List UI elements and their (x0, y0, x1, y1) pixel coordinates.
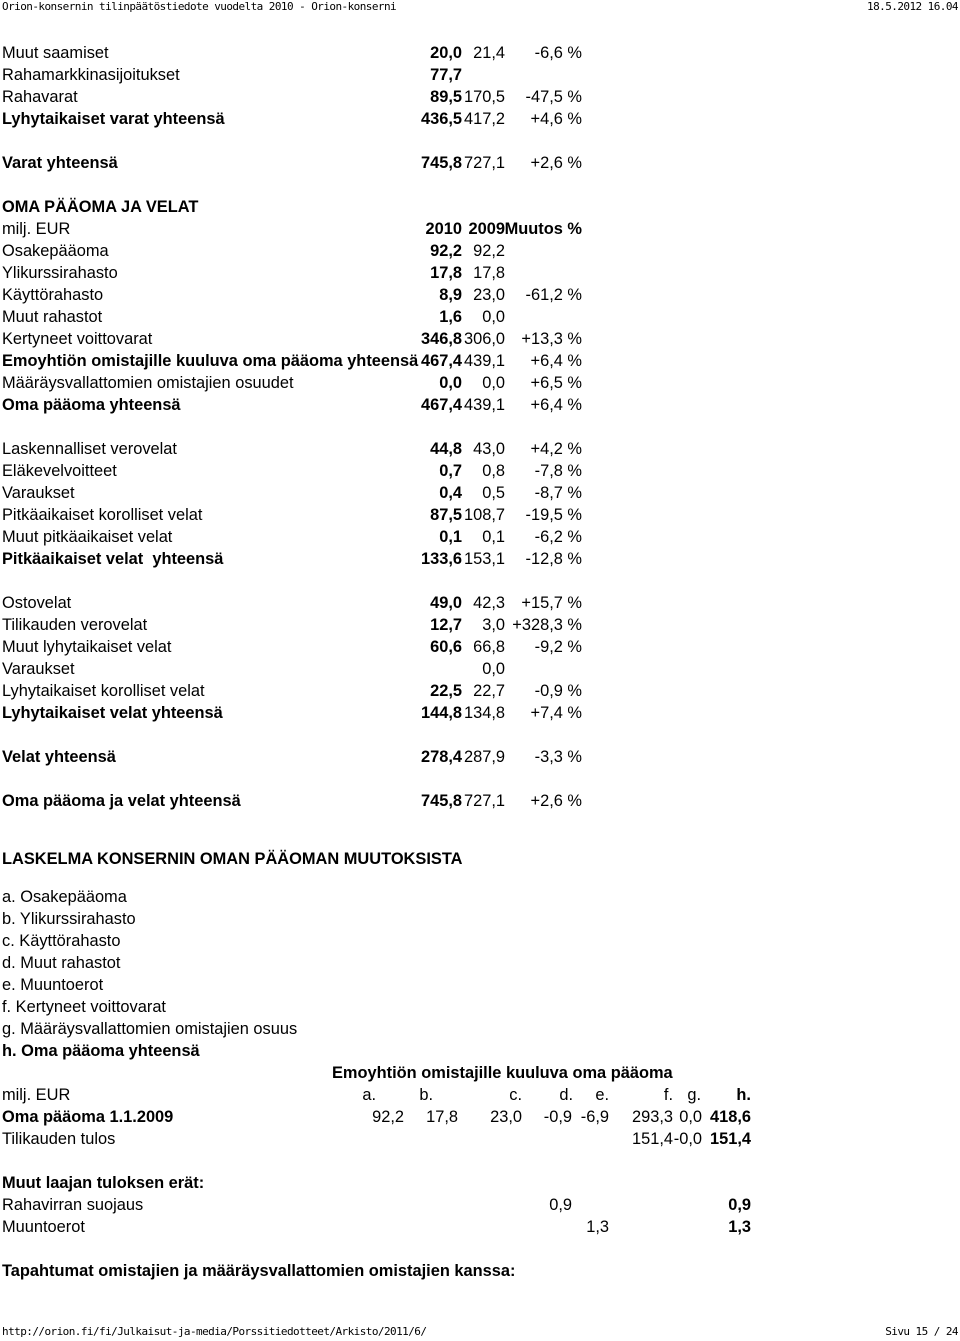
value-2010: 144,8 (420, 704, 462, 722)
value-2010: 49,0 (430, 594, 462, 612)
change-percent: +6,4 % (530, 396, 582, 414)
balance-group (0, 438, 960, 570)
value-2009: 170,5 (463, 88, 505, 106)
row-label: Muut lyhytaikaiset velat (2, 638, 172, 656)
other-comprehensive-heading-row (0, 1172, 960, 1194)
group-heading-row (0, 1062, 960, 1084)
legend-text: d. Muut rahastot (2, 954, 121, 972)
value-2010: 0,4 (439, 484, 462, 502)
row-label: Pitkäaikaiset korolliset velat (2, 506, 203, 524)
row-label: Käyttörahasto (2, 286, 104, 304)
legend-item (0, 1040, 960, 1062)
value-e: 1,3 (586, 1218, 609, 1236)
row-label: Varat yhteensä (2, 154, 118, 172)
transactions-heading: Tapahtumat omistajien ja määräysvallattomien omistajien kanssa: (2, 1262, 516, 1280)
legend-text: c. Käyttörahasto (2, 932, 121, 950)
value-2009: 92,2 (473, 242, 505, 260)
value-2009: 0,0 (482, 660, 505, 678)
value-2010: 92,2 (430, 242, 462, 260)
column-key-d: d. (559, 1086, 573, 1104)
column-key-f: f. (663, 1086, 673, 1104)
value-2009: 43,0 (473, 440, 505, 458)
total-row (0, 702, 960, 724)
period-result-row (0, 1128, 960, 1150)
value-a: 92,2 (372, 1108, 404, 1126)
table-row (0, 592, 960, 614)
row-label: Määräysvallattomien omistajien osuudet (2, 374, 294, 392)
value-2010: 0,7 (439, 462, 462, 480)
row-label: Rahavarat (2, 88, 78, 106)
balance-group (0, 42, 960, 130)
balance-sheet (0, 42, 960, 812)
row-label: Lyhytaikaiset korolliset velat (2, 682, 205, 700)
value-2009: 66,8 (473, 638, 505, 656)
balance-group (0, 592, 960, 724)
row-label: Kertyneet voittovarat (2, 330, 153, 348)
table-row (0, 262, 960, 284)
change-percent: -0,9 % (534, 682, 582, 700)
value-2010: 745,8 (420, 792, 462, 810)
table-row (0, 240, 960, 262)
balance-group (0, 790, 960, 812)
value-2010: 87,5 (430, 506, 462, 524)
table-row (0, 526, 960, 548)
legend-text: f. Kertyneet voittovarat (2, 998, 166, 1016)
value-2010: 0,0 (439, 374, 462, 392)
total-row (0, 790, 960, 812)
column-key-b: b. (419, 1086, 433, 1104)
value-2010: 89,5 (430, 88, 462, 106)
table-row (0, 460, 960, 482)
value-2009: 23,0 (473, 286, 505, 304)
value-2010: 77,7 (430, 66, 462, 84)
value-h: 418,6 (709, 1108, 751, 1126)
legend-text: g. Määräysvallattomien omistajien osuus (2, 1020, 298, 1038)
table-row (0, 482, 960, 504)
other-comprehensive-heading: Muut laajan tuloksen erät: (2, 1174, 205, 1192)
value-2009: 0,1 (482, 528, 505, 546)
column-key-g: g. (687, 1086, 701, 1104)
row-label: Muuntoerot (2, 1218, 85, 1236)
change-percent: -6,6 % (534, 44, 582, 62)
row-label: Varaukset (2, 484, 75, 502)
row-label: Oma pääoma yhteensä (2, 396, 181, 414)
table-row (0, 614, 960, 636)
value-h: 1,3 (728, 1218, 751, 1236)
row-label: Eläkevelvoitteet (2, 462, 117, 480)
footer-url: http://orion.fi/fi/Julkaisut-ja-media/Porssitiedotteet/Arkisto/2011/6/ (2, 1325, 427, 1338)
unit-label: milj. EUR (2, 1086, 71, 1104)
legend-text: e. Muuntoerot (2, 976, 104, 994)
table-row (0, 438, 960, 460)
total-row (0, 548, 960, 570)
column-header-row (0, 1084, 960, 1106)
row-label: Varaukset (2, 660, 75, 678)
value-d: -0,9 (543, 1108, 572, 1126)
value-g: 0,0 (679, 1108, 702, 1126)
transactions-heading-row (0, 1260, 960, 1282)
year-2010-header: 2010 (425, 220, 462, 238)
change-percent: -12,8 % (525, 550, 582, 568)
row-label: Lyhytaikaiset velat yhteensä (2, 704, 223, 722)
column-legend (0, 886, 960, 1062)
value-2010: 745,8 (420, 154, 462, 172)
table-row (0, 306, 960, 328)
change-percent: -8,7 % (534, 484, 582, 502)
value-g: -0,0 (673, 1130, 702, 1148)
value-2009: 42,3 (473, 594, 505, 612)
balance-group (0, 196, 960, 416)
section-heading: OMA PÄÄOMA JA VELAT (2, 198, 199, 216)
change-percent: -6,2 % (534, 528, 582, 546)
row-label: Oma pääoma 1.1.2009 (2, 1108, 174, 1126)
legend-item (0, 996, 960, 1018)
value-2009: 134,8 (463, 704, 505, 722)
value-2010: 8,9 (439, 286, 462, 304)
value-2009: 0,0 (482, 308, 505, 326)
value-2009: 108,7 (463, 506, 505, 524)
change-percent: -19,5 % (525, 506, 582, 524)
unit-label: milj. EUR (2, 220, 71, 238)
value-2009: 0,0 (482, 374, 505, 392)
value-2009: 22,7 (473, 682, 505, 700)
value-2009: 287,9 (463, 748, 505, 766)
balance-group (0, 152, 960, 174)
table-row (0, 372, 960, 394)
legend-text: h. Oma pääoma yhteensä (2, 1042, 200, 1060)
row-label: Pitkäaikaiset velat yhteensä (2, 550, 224, 568)
value-2010: 436,5 (420, 110, 462, 128)
value-2010: 0,1 (439, 528, 462, 546)
group-heading: Emoyhtiön omistajille kuuluva oma pääoma (332, 1064, 673, 1082)
legend-item (0, 1018, 960, 1040)
total-row (0, 350, 960, 372)
change-percent: +4,6 % (530, 110, 582, 128)
change-percent: -9,2 % (534, 638, 582, 656)
change-percent: -7,8 % (534, 462, 582, 480)
equity-changes-table (0, 1062, 960, 1282)
value-2009: 153,1 (463, 550, 505, 568)
equity-changes-title: LASKELMA KONSERNIN OMAN PÄÄOMAN MUUTOKSISTA (2, 850, 463, 868)
table-row (0, 1194, 960, 1216)
change-percent: +2,6 % (530, 792, 582, 810)
balance-group (0, 746, 960, 768)
row-label: Muut saamiset (2, 44, 109, 62)
value-2010: 22,5 (430, 682, 462, 700)
value-2010: 44,8 (430, 440, 462, 458)
row-label: Rahavirran suojaus (2, 1196, 144, 1214)
row-label: Laskennalliset verovelat (2, 440, 177, 458)
row-label: Tilikauden tulos (2, 1130, 116, 1148)
change-percent: +13,3 % (521, 330, 582, 348)
table-row (0, 64, 960, 86)
value-2009: 3,0 (482, 616, 505, 634)
change-percent: +2,6 % (530, 154, 582, 172)
change-percent: +6,4 % (530, 352, 582, 370)
value-2010: 12,7 (430, 616, 462, 634)
row-label: Ostovelat (2, 594, 72, 612)
table-row (0, 1216, 960, 1238)
table-row (0, 658, 960, 680)
change-percent: -61,2 % (525, 286, 582, 304)
change-percent: +7,4 % (530, 704, 582, 722)
value-2010: 133,6 (420, 550, 462, 568)
value-2009: 17,8 (473, 264, 505, 282)
change-percent: +6,5 % (530, 374, 582, 392)
table-row (0, 284, 960, 306)
total-row (0, 108, 960, 130)
row-label: Rahamarkkinasijoitukset (2, 66, 180, 84)
row-label: Tilikauden verovelat (2, 616, 148, 634)
row-label: Muut rahastot (2, 308, 103, 326)
footer-page-number: Sivu 15 / 24 (885, 1325, 958, 1338)
legend-item (0, 886, 960, 908)
change-percent: +4,2 % (530, 440, 582, 458)
value-f: 151,4 (631, 1130, 673, 1148)
legend-text: a. Osakepääoma (2, 888, 127, 906)
value-b: 17,8 (426, 1108, 458, 1126)
change-header: Muutos % (504, 220, 582, 238)
table-row (0, 504, 960, 526)
opening-balance-row (0, 1106, 960, 1128)
value-2010: 467,4 (420, 352, 462, 370)
row-label: Lyhytaikaiset varat yhteensä (2, 110, 225, 128)
value-h: 151,4 (709, 1130, 751, 1148)
column-key-h: h. (736, 1086, 751, 1104)
value-2010: 278,4 (420, 748, 462, 766)
total-row (0, 152, 960, 174)
value-2009: 439,1 (463, 352, 505, 370)
value-2009: 417,2 (463, 110, 505, 128)
document-header-title: Orion-konsernin tilinpäätöstiedote vuodelta 2010 - Orion-konserni (2, 0, 397, 13)
row-label: Ylikurssirahasto (2, 264, 118, 282)
other-comprehensive-rows (0, 1194, 960, 1238)
value-2010: 17,8 (430, 264, 462, 282)
value-c: 23,0 (490, 1108, 522, 1126)
change-percent: +15,7 % (521, 594, 582, 612)
row-label: Velat yhteensä (2, 748, 116, 766)
column-key-c: c. (509, 1086, 522, 1104)
change-percent: -47,5 % (525, 88, 582, 106)
column-header-row (0, 218, 960, 240)
legend-item (0, 952, 960, 974)
value-2010: 1,6 (439, 308, 462, 326)
row-label: Osakepääoma (2, 242, 109, 260)
legend-item (0, 930, 960, 952)
row-label: Emoyhtiön omistajille kuuluva oma pääoma yhteensä (2, 352, 419, 370)
legend-item (0, 908, 960, 930)
value-f: 293,3 (631, 1108, 673, 1126)
document-header-datetime: 18.5.2012 16.04 (867, 0, 958, 13)
value-2010: 467,4 (420, 396, 462, 414)
table-row (0, 680, 960, 702)
table-row (0, 328, 960, 350)
value-2010: 20,0 (430, 44, 462, 62)
value-h: 0,9 (728, 1196, 751, 1214)
value-2010: 346,8 (420, 330, 462, 348)
table-row (0, 86, 960, 108)
total-row (0, 394, 960, 416)
value-2009: 727,1 (463, 154, 505, 172)
value-2009: 0,8 (482, 462, 505, 480)
section-heading-row (0, 196, 960, 218)
column-key-e: e. (595, 1086, 609, 1104)
value-2009: 21,4 (473, 44, 505, 62)
value-2009: 306,0 (463, 330, 505, 348)
value-2009: 727,1 (463, 792, 505, 810)
row-label: Muut pitkäaikaiset velat (2, 528, 173, 546)
year-2009-header: 2009 (468, 220, 505, 238)
value-2010: 60,6 (430, 638, 462, 656)
table-row (0, 636, 960, 658)
legend-text: b. Ylikurssirahasto (2, 910, 136, 928)
change-percent: -3,3 % (534, 748, 582, 766)
legend-item (0, 974, 960, 996)
value-2009: 0,5 (482, 484, 505, 502)
value-2009: 439,1 (463, 396, 505, 414)
change-percent: +328,3 % (512, 616, 582, 634)
column-key-a: a. (362, 1086, 376, 1104)
value-e: -6,9 (580, 1108, 609, 1126)
table-row (0, 42, 960, 64)
value-d: 0,9 (549, 1196, 572, 1214)
row-label: Oma pääoma ja velat yhteensä (2, 792, 241, 810)
total-row (0, 746, 960, 768)
